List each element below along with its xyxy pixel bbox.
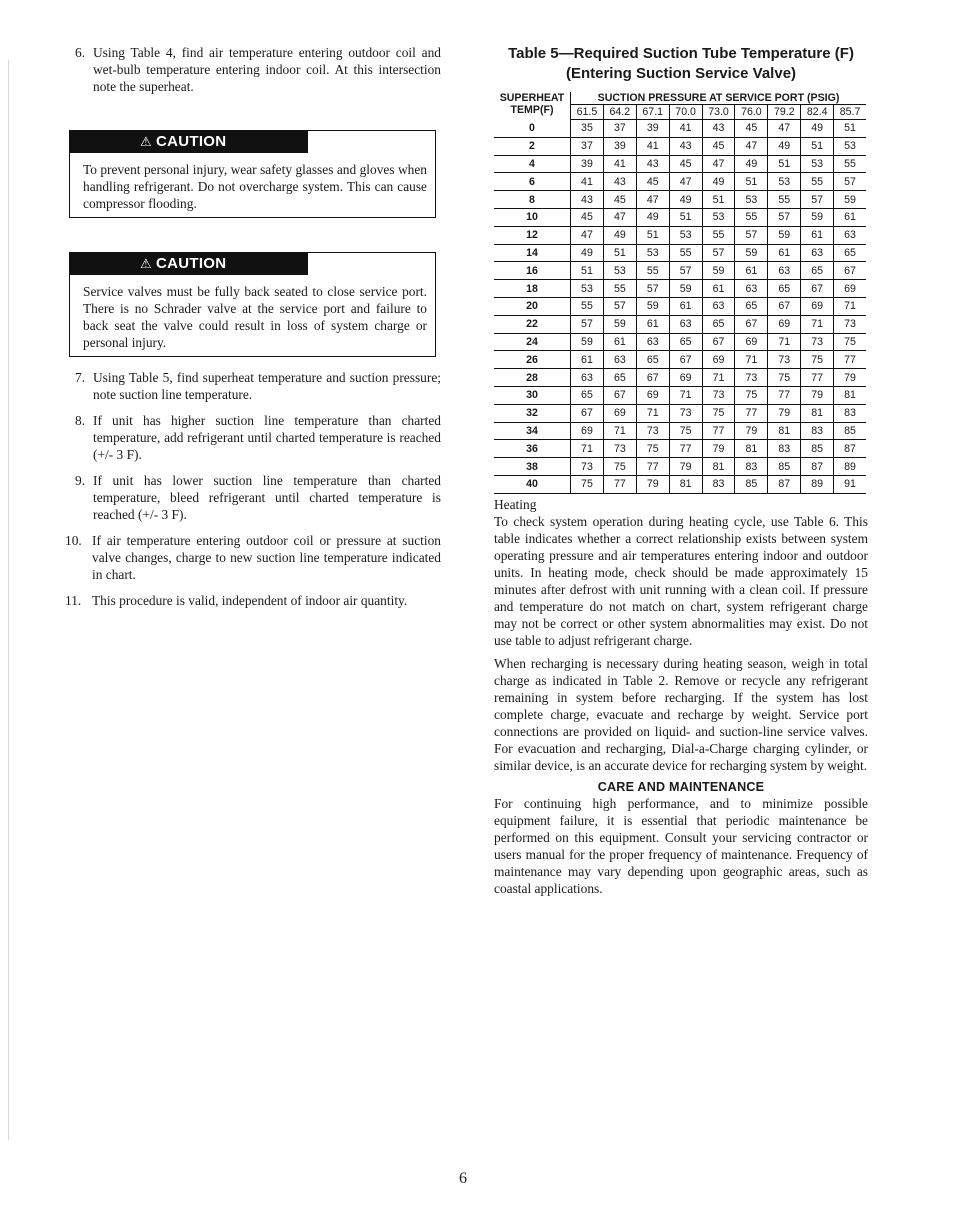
step-item: 8. If unit has higher suction line temperature than charted temperature, add refrigerant until charted temperature is reached (+/- 3 F). xyxy=(75,413,441,462)
superheat-cell: 36 xyxy=(494,440,571,458)
temp-cell: 43 xyxy=(636,155,669,173)
superheat-cell: 30 xyxy=(494,386,571,404)
caution-box-service-valves xyxy=(69,252,436,357)
temp-cell: 83 xyxy=(801,422,834,440)
temp-cell: 63 xyxy=(669,315,702,333)
table-row xyxy=(494,404,866,422)
table-row xyxy=(494,422,866,440)
temp-cell: 81 xyxy=(669,475,702,493)
pressure-col-header: 85.7 xyxy=(834,105,866,120)
temp-cell: 77 xyxy=(636,458,669,476)
temp-cell: 85 xyxy=(735,475,768,493)
superheat-cell: 26 xyxy=(494,351,571,369)
temp-cell: 43 xyxy=(702,120,735,138)
temp-cell: 45 xyxy=(669,155,702,173)
step-item: 10. If air temperature entering outdoor coil or pressure at suction valve changes, charge to new suction line temperature indicated in chart. xyxy=(65,533,441,582)
step-6: 6. Using Table 4, find air temperature entering outdoor coil and wet-bulb temperature entering indoor coil. At this intersection note the superheat. xyxy=(75,45,441,94)
temp-cell: 69 xyxy=(768,315,801,333)
temp-cell: 57 xyxy=(669,262,702,280)
temp-cell: 59 xyxy=(669,280,702,298)
temp-cell: 37 xyxy=(571,137,604,155)
temp-cell: 71 xyxy=(636,404,669,422)
temp-cell: 57 xyxy=(735,226,768,244)
temp-cell: 41 xyxy=(636,137,669,155)
superheat-cell: 24 xyxy=(494,333,571,351)
temp-cell: 87 xyxy=(834,440,866,458)
temp-cell: 81 xyxy=(801,404,834,422)
temp-cell: 45 xyxy=(702,137,735,155)
temp-cell: 59 xyxy=(571,333,604,351)
temp-cell: 75 xyxy=(603,458,636,476)
pressure-col-header: 61.5 xyxy=(571,105,604,120)
temp-cell: 57 xyxy=(801,191,834,209)
temp-cell: 55 xyxy=(669,244,702,262)
temp-cell: 67 xyxy=(768,297,801,315)
temp-cell: 45 xyxy=(571,208,604,226)
table-row xyxy=(494,173,866,191)
temp-cell: 59 xyxy=(801,208,834,226)
temp-cell: 47 xyxy=(571,226,604,244)
temp-cell: 47 xyxy=(636,191,669,209)
temp-cell: 57 xyxy=(603,297,636,315)
temp-cell: 55 xyxy=(834,155,866,173)
temp-cell: 69 xyxy=(669,369,702,387)
page-number: 6 xyxy=(459,1170,467,1187)
temp-cell: 67 xyxy=(669,351,702,369)
temp-cell: 53 xyxy=(702,208,735,226)
temp-cell: 61 xyxy=(636,315,669,333)
temp-cell: 51 xyxy=(669,208,702,226)
caution-text: Service valves must be fully back seated to close service port. There is no Schrader valve at the service port and failure to back seat the valve could result in loss of system charge or personal injury. xyxy=(83,284,427,350)
temp-cell: 79 xyxy=(735,422,768,440)
temp-cell: 59 xyxy=(603,315,636,333)
temp-cell: 71 xyxy=(735,351,768,369)
caution-text: To prevent personal injury, wear safety glasses and gloves when handling refrigerant. Do not overcharge system. This can cause compressor flooding. xyxy=(83,162,427,211)
temp-cell: 51 xyxy=(735,173,768,191)
temp-cell: 77 xyxy=(603,475,636,493)
table-row xyxy=(494,226,866,244)
temp-cell: 61 xyxy=(669,297,702,315)
pressure-col-header: 79.2 xyxy=(768,105,801,120)
temp-cell: 55 xyxy=(768,191,801,209)
table-row xyxy=(494,386,866,404)
temp-cell: 79 xyxy=(636,475,669,493)
steps-list xyxy=(65,369,441,609)
temp-cell: 49 xyxy=(768,137,801,155)
temp-cell: 65 xyxy=(801,262,834,280)
temp-cell: 73 xyxy=(735,369,768,387)
temp-cell: 43 xyxy=(571,191,604,209)
superheat-cell: 10 xyxy=(494,208,571,226)
step-item: 7. Using Table 5, find superheat temperature and suction pressure; note suction line temperature. xyxy=(75,370,441,402)
table-row xyxy=(494,137,866,155)
superheat-cell: 20 xyxy=(494,297,571,315)
superheat-cell: 28 xyxy=(494,369,571,387)
temp-cell: 71 xyxy=(571,440,604,458)
temp-cell: 73 xyxy=(669,404,702,422)
temp-cell: 69 xyxy=(735,333,768,351)
temp-cell: 83 xyxy=(735,458,768,476)
temp-cell: 73 xyxy=(801,333,834,351)
temp-cell: 49 xyxy=(603,226,636,244)
table-row xyxy=(494,262,866,280)
temp-cell: 69 xyxy=(571,422,604,440)
table-row xyxy=(494,315,866,333)
temp-cell: 89 xyxy=(834,458,866,476)
temp-cell: 47 xyxy=(768,120,801,138)
temp-cell: 69 xyxy=(636,386,669,404)
temp-cell: 63 xyxy=(834,226,866,244)
warning-triangle-icon: ⚠ xyxy=(140,134,152,149)
superheat-cell: 22 xyxy=(494,315,571,333)
temp-cell: 63 xyxy=(571,369,604,387)
superheat-cell: 0 xyxy=(494,120,571,138)
heating-paragraph-2: When recharging is necessary during heating season, weigh in total charge as indicated in Table 2. Remove or recycle any refrigerant remaining in system before recharging. If the system has lost complete charge, evacuate and recharge by weight. Service port connections are provided on liquid- and suction-line service valves. For evacuation and recharging, Dial-a-Charge charging cylinder, or similar device, is an accurate device for recharging system by weight. xyxy=(494,655,868,773)
temp-cell: 63 xyxy=(603,351,636,369)
superheat-cell: 16 xyxy=(494,262,571,280)
temp-cell: 73 xyxy=(636,422,669,440)
temp-cell: 59 xyxy=(735,244,768,262)
temp-cell: 49 xyxy=(636,208,669,226)
temp-cell: 53 xyxy=(636,244,669,262)
temp-cell: 59 xyxy=(636,297,669,315)
temp-cell: 65 xyxy=(702,315,735,333)
table-row xyxy=(494,369,866,387)
temp-cell: 89 xyxy=(801,475,834,493)
temp-cell: 59 xyxy=(702,262,735,280)
temp-cell: 73 xyxy=(603,440,636,458)
temp-cell: 61 xyxy=(834,208,866,226)
temp-cell: 55 xyxy=(801,173,834,191)
step-6-text: Using Table 4, find air temperature entering outdoor coil and wet-bulb temperature entering indoor coil. At this intersection note the superheat. xyxy=(93,45,441,94)
temp-cell: 73 xyxy=(834,315,866,333)
margin-rule xyxy=(8,60,9,1140)
temp-cell: 65 xyxy=(669,333,702,351)
temp-cell: 63 xyxy=(735,280,768,298)
temp-cell: 53 xyxy=(735,191,768,209)
temp-cell: 39 xyxy=(636,120,669,138)
caution-header: ⚠ CAUTION xyxy=(70,253,308,275)
table-row xyxy=(494,475,866,493)
superheat-header: SUPERHEAT TEMP(F) xyxy=(494,92,571,120)
temp-cell: 67 xyxy=(735,315,768,333)
temp-cell: 69 xyxy=(603,404,636,422)
temp-cell: 67 xyxy=(801,280,834,298)
temp-cell: 79 xyxy=(702,440,735,458)
temp-cell: 55 xyxy=(636,262,669,280)
temp-cell: 91 xyxy=(834,475,866,493)
temp-cell: 75 xyxy=(801,351,834,369)
temp-cell: 53 xyxy=(768,173,801,191)
table-row xyxy=(494,191,866,209)
temp-cell: 81 xyxy=(834,386,866,404)
superheat-cell: 8 xyxy=(494,191,571,209)
temp-cell: 81 xyxy=(702,458,735,476)
temp-cell: 67 xyxy=(834,262,866,280)
temp-cell: 83 xyxy=(834,404,866,422)
table-row xyxy=(494,440,866,458)
temp-cell: 77 xyxy=(669,440,702,458)
temp-cell: 75 xyxy=(669,422,702,440)
temp-cell: 79 xyxy=(768,404,801,422)
temp-cell: 61 xyxy=(603,333,636,351)
temp-cell: 77 xyxy=(768,386,801,404)
left-column xyxy=(65,44,441,618)
step-text: If unit has lower suction line temperature than charted temperature, bleed refrigerant until charted temperature is reached (+/- 3 F). xyxy=(93,473,441,522)
temp-cell: 71 xyxy=(669,386,702,404)
caution-box-safety xyxy=(69,130,436,218)
superheat-cell: 2 xyxy=(494,137,571,155)
temp-cell: 87 xyxy=(801,458,834,476)
temp-cell: 61 xyxy=(571,351,604,369)
suction-temp-table xyxy=(494,92,866,494)
temp-cell: 67 xyxy=(702,333,735,351)
step-text: If air temperature entering outdoor coil or pressure at suction valve changes, charge to new suction line temperature indicated in chart. xyxy=(92,533,441,582)
superheat-cell: 38 xyxy=(494,458,571,476)
temp-cell: 75 xyxy=(571,475,604,493)
temp-cell: 59 xyxy=(768,226,801,244)
step-text: If unit has higher suction line temperature than charted temperature, add refrigerant until charted temperature is reached (+/- 3 F). xyxy=(93,413,441,462)
pressure-col-header: 73.0 xyxy=(702,105,735,120)
pressure-col-header: 67.1 xyxy=(636,105,669,120)
temp-cell: 57 xyxy=(571,315,604,333)
care-paragraph: For continuing high performance, and to minimize possible equipment failure, it is essential that periodic maintenance be performed on this equipment. Consult your servicing contractor or users manual for the proper frequency of maintenance. Frequency of maintenance may vary depending upon geographic areas, such as coastal applications. xyxy=(494,795,868,896)
temp-cell: 73 xyxy=(768,351,801,369)
temp-cell: 71 xyxy=(768,333,801,351)
temp-cell: 75 xyxy=(834,333,866,351)
temp-cell: 53 xyxy=(834,137,866,155)
superheat-cell: 4 xyxy=(494,155,571,173)
superheat-cell: 34 xyxy=(494,422,571,440)
temp-cell: 83 xyxy=(702,475,735,493)
table-row xyxy=(494,120,866,138)
heating-heading: Heating xyxy=(494,496,537,512)
pressure-col-header: 64.2 xyxy=(603,105,636,120)
temp-cell: 67 xyxy=(571,404,604,422)
temp-cell: 67 xyxy=(636,369,669,387)
temp-cell: 47 xyxy=(603,208,636,226)
temp-cell: 85 xyxy=(801,440,834,458)
table-row xyxy=(494,333,866,351)
temp-cell: 49 xyxy=(702,173,735,191)
temp-cell: 73 xyxy=(571,458,604,476)
temp-cell: 45 xyxy=(636,173,669,191)
temp-cell: 35 xyxy=(571,120,604,138)
temp-cell: 49 xyxy=(669,191,702,209)
temp-cell: 65 xyxy=(571,386,604,404)
warning-triangle-icon: ⚠ xyxy=(140,256,152,271)
temp-cell: 37 xyxy=(603,120,636,138)
temp-cell: 65 xyxy=(768,280,801,298)
temp-cell: 45 xyxy=(735,120,768,138)
pressure-col-header: 82.4 xyxy=(801,105,834,120)
temp-cell: 65 xyxy=(735,297,768,315)
temp-cell: 51 xyxy=(636,226,669,244)
temp-cell: 69 xyxy=(702,351,735,369)
temp-cell: 61 xyxy=(735,262,768,280)
temp-cell: 41 xyxy=(603,155,636,173)
temp-cell: 63 xyxy=(801,244,834,262)
care-maintenance-heading: CARE AND MAINTENANCE xyxy=(597,779,765,794)
temp-cell: 53 xyxy=(603,262,636,280)
temp-cell: 53 xyxy=(801,155,834,173)
temp-cell: 69 xyxy=(801,297,834,315)
table-row xyxy=(494,458,866,476)
temp-cell: 79 xyxy=(669,458,702,476)
temp-cell: 65 xyxy=(603,369,636,387)
temp-cell: 75 xyxy=(768,369,801,387)
temp-cell: 63 xyxy=(768,262,801,280)
temp-cell: 85 xyxy=(834,422,866,440)
table-row xyxy=(494,351,866,369)
steps-list-top xyxy=(75,44,441,95)
temp-cell: 63 xyxy=(702,297,735,315)
temp-cell: 47 xyxy=(735,137,768,155)
temp-cell: 75 xyxy=(702,404,735,422)
temp-cell: 63 xyxy=(636,333,669,351)
temp-cell: 53 xyxy=(669,226,702,244)
temp-cell: 79 xyxy=(834,369,866,387)
temp-cell: 77 xyxy=(801,369,834,387)
temp-cell: 47 xyxy=(702,155,735,173)
temp-cell: 55 xyxy=(603,280,636,298)
temp-cell: 61 xyxy=(702,280,735,298)
temp-cell: 61 xyxy=(801,226,834,244)
temp-cell: 51 xyxy=(801,137,834,155)
table-title: Table 5—Required Suction Tube Temperature (F) (Entering Suction Service Valve) xyxy=(508,45,854,82)
step-text: This procedure is valid, independent of indoor air quantity. xyxy=(92,593,408,608)
temp-cell: 51 xyxy=(702,191,735,209)
table-row xyxy=(494,208,866,226)
temp-cell: 49 xyxy=(735,155,768,173)
temp-cell: 49 xyxy=(571,244,604,262)
temp-cell: 83 xyxy=(768,440,801,458)
temp-cell: 43 xyxy=(603,173,636,191)
temp-cell: 75 xyxy=(636,440,669,458)
temp-cell: 39 xyxy=(571,155,604,173)
heating-paragraph-1: To check system operation during heating cycle, use Table 6. This table indicates whether a correct relationship exists between system operating pressure and air temperatures entering indoor and outdoor units. In heating mode, check should be made approximately 15 minutes after defrost with unit running with a clean coil. If pressure and temperature do not match on chart, system refrigerant charge may not be correct or other system abnormalities may exist. Do not use table to adjust refrigerant charge. xyxy=(494,513,868,648)
temp-cell: 57 xyxy=(768,208,801,226)
superheat-cell: 12 xyxy=(494,226,571,244)
superheat-cell: 32 xyxy=(494,404,571,422)
superheat-cell: 40 xyxy=(494,475,571,493)
temp-cell: 59 xyxy=(834,191,866,209)
step-text: Using Table 5, find superheat temperature and suction pressure; note suction line temperature. xyxy=(93,370,441,402)
temp-cell: 75 xyxy=(735,386,768,404)
temp-cell: 71 xyxy=(603,422,636,440)
temp-cell: 57 xyxy=(636,280,669,298)
table-row xyxy=(494,155,866,173)
temp-cell: 51 xyxy=(571,262,604,280)
temp-cell: 51 xyxy=(603,244,636,262)
temp-cell: 57 xyxy=(834,173,866,191)
temp-cell: 77 xyxy=(834,351,866,369)
superheat-cell: 14 xyxy=(494,244,571,262)
temp-cell: 41 xyxy=(669,120,702,138)
temp-cell: 55 xyxy=(571,297,604,315)
temp-cell: 53 xyxy=(571,280,604,298)
table-body xyxy=(494,120,866,494)
temp-cell: 81 xyxy=(735,440,768,458)
temp-cell: 55 xyxy=(702,226,735,244)
table-row xyxy=(494,244,866,262)
temp-cell: 61 xyxy=(768,244,801,262)
step-item: 9. If unit has lower suction line temperature than charted temperature, bleed refrigerant until charted temperature is reached (+/- 3 F). xyxy=(75,473,441,522)
temp-cell: 65 xyxy=(636,351,669,369)
right-column xyxy=(494,44,868,897)
pressure-header: SUCTION PRESSURE AT SERVICE PORT (PSIG) xyxy=(571,92,867,105)
superheat-cell: 6 xyxy=(494,173,571,191)
temp-cell: 49 xyxy=(801,120,834,138)
temp-cell: 67 xyxy=(603,386,636,404)
temp-cell: 71 xyxy=(834,297,866,315)
temp-cell: 73 xyxy=(702,386,735,404)
pressure-col-header: 70.0 xyxy=(669,105,702,120)
temp-cell: 51 xyxy=(768,155,801,173)
temp-cell: 69 xyxy=(834,280,866,298)
table-row xyxy=(494,280,866,298)
temp-cell: 77 xyxy=(735,404,768,422)
table-row xyxy=(494,297,866,315)
temp-cell: 41 xyxy=(571,173,604,191)
caution-header: ⚠ CAUTION xyxy=(70,131,308,153)
temp-cell: 79 xyxy=(801,386,834,404)
temp-cell: 57 xyxy=(702,244,735,262)
temp-cell: 65 xyxy=(834,244,866,262)
temp-cell: 43 xyxy=(669,137,702,155)
temp-cell: 71 xyxy=(801,315,834,333)
temp-cell: 47 xyxy=(669,173,702,191)
superheat-cell: 18 xyxy=(494,280,571,298)
temp-cell: 51 xyxy=(834,120,866,138)
pressure-col-header: 76.0 xyxy=(735,105,768,120)
temp-cell: 85 xyxy=(768,458,801,476)
temp-cell: 77 xyxy=(702,422,735,440)
temp-cell: 87 xyxy=(768,475,801,493)
step-item: 11. This procedure is valid, independent of indoor air quantity. xyxy=(65,593,408,608)
temp-cell: 71 xyxy=(702,369,735,387)
temp-cell: 81 xyxy=(768,422,801,440)
temp-cell: 55 xyxy=(735,208,768,226)
temp-cell: 45 xyxy=(603,191,636,209)
temp-cell: 39 xyxy=(603,137,636,155)
